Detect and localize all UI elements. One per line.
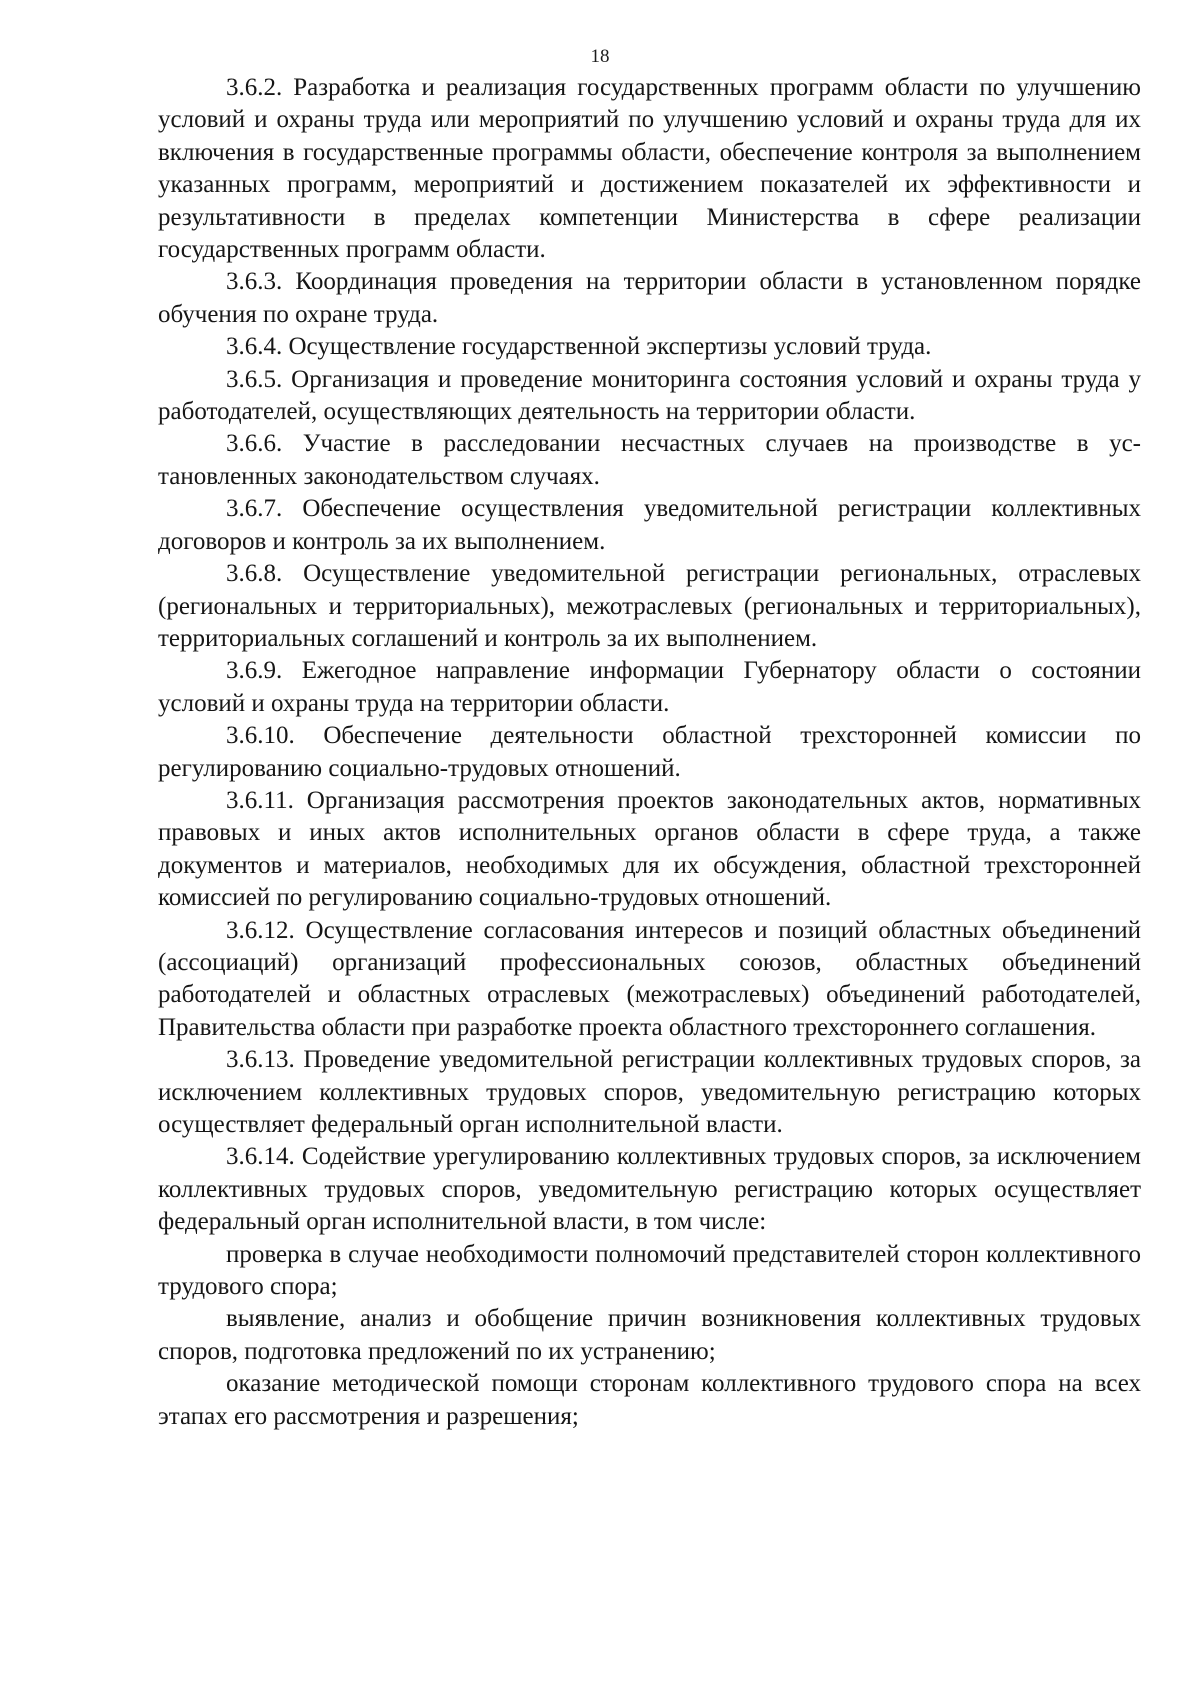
page-number: 18 [590, 46, 610, 67]
list-item-methodical-help: оказание методической помощи сторонам коллективного трудового спора на всех этапах его рассмотрения и разрешения; [158, 1370, 1141, 1430]
list-item-verification: проверка в случае необходимости полномочий представителей сторон коллективного трудового спора; [158, 1240, 1141, 1301]
paragraph-3-6-4: 3.6.4. Осуществление государственной экспертизы условий труда. [226, 333, 932, 361]
paragraph-3-6-13: 3.6.13. Проведение уведомительной регистрации коллективных трудовых споров, за исключением коллективных трудовых споров, уведомительную регистрацию которых осуществляет федеральный орган исполнительной власти. [158, 1046, 1141, 1138]
paragraph-3-6-14: 3.6.14. Содействие урегулированию коллективных трудовых споров, за исключением коллективных трудовых споров, уведомительную регистрацию которых осуществляет федеральный орган исполнительной власти, в том числе: [158, 1143, 1141, 1236]
document-body [158, 72, 1141, 1433]
paragraph-3-6-8: 3.6.8. Осуществление уведомительной регистрации региональных, отраслевых (региональных и территориальных), межотраслевых (региональных и территориальных), территориальных соглашений и контроль за их выполнением. [158, 560, 1141, 652]
paragraph-3-6-2: 3.6.2. Разработка и реализация государственных программ области по улучшению условий и охраны труда или мероприятий по улучшению условий и охраны труда для их включения в государственные программы области, обеспечение контроля за выполнением указанных программ, мероприятий и достижением показателей их эффективности и результативности в пределах компетенции Министерства в сфере реализации государственных программ области. [158, 74, 1141, 264]
list-item-analysis: выявление, анализ и обобщение причин возникновения коллективных трудовых споров, подготовка предложений по их устранению; [158, 1305, 1141, 1365]
paragraph-3-6-3: 3.6.3. Координация проведения на территории области в установленном порядке обучения по охране труда. [158, 268, 1141, 328]
paragraph-3-6-7: 3.6.7. Обеспечение осуществления уведомительной регистрации коллективных договоров и контроль за их выполнением. [158, 495, 1141, 555]
paragraph-3-6-12: 3.6.12. Осуществление согласования интересов и позиций областных объединений (ассоциаций) организаций профессиональных союзов, областных объединений работодателей и областных отраслевых (межотраслевых) объединений работодателей, Правительства области при разработке проекта областного трехстороннего соглашения. [158, 916, 1141, 1041]
paragraph-3-6-11: 3.6.11. Организация рассмотрения проектов законодательных актов, нормативных правовых и иных актов исполнительных органов области в сфере труда, а также документов и материалов, необходимых для их обсуждения, областной трехсторонней комиссией по регулированию социально-трудовых отношений. [158, 786, 1141, 912]
paragraph-3-6-6: 3.6.6. Участие в расследовании несчастных случаев на производстве в установленных законодательством случаях. [158, 430, 1141, 490]
paragraph-3-6-5: 3.6.5. Организация и проведение мониторинга состояния условий и охраны труда у работодателей, осуществляющих деятельность на территории области. [158, 365, 1141, 426]
paragraph-3-6-10: 3.6.10. Обеспечение деятельности областной трехсторонней комиссии по регулированию социально-трудовых отношений. [158, 722, 1141, 782]
paragraph-3-6-9: 3.6.9. Ежегодное направление информации Губернатору области о состоянии условий и охраны труда на территории области. [158, 657, 1141, 717]
